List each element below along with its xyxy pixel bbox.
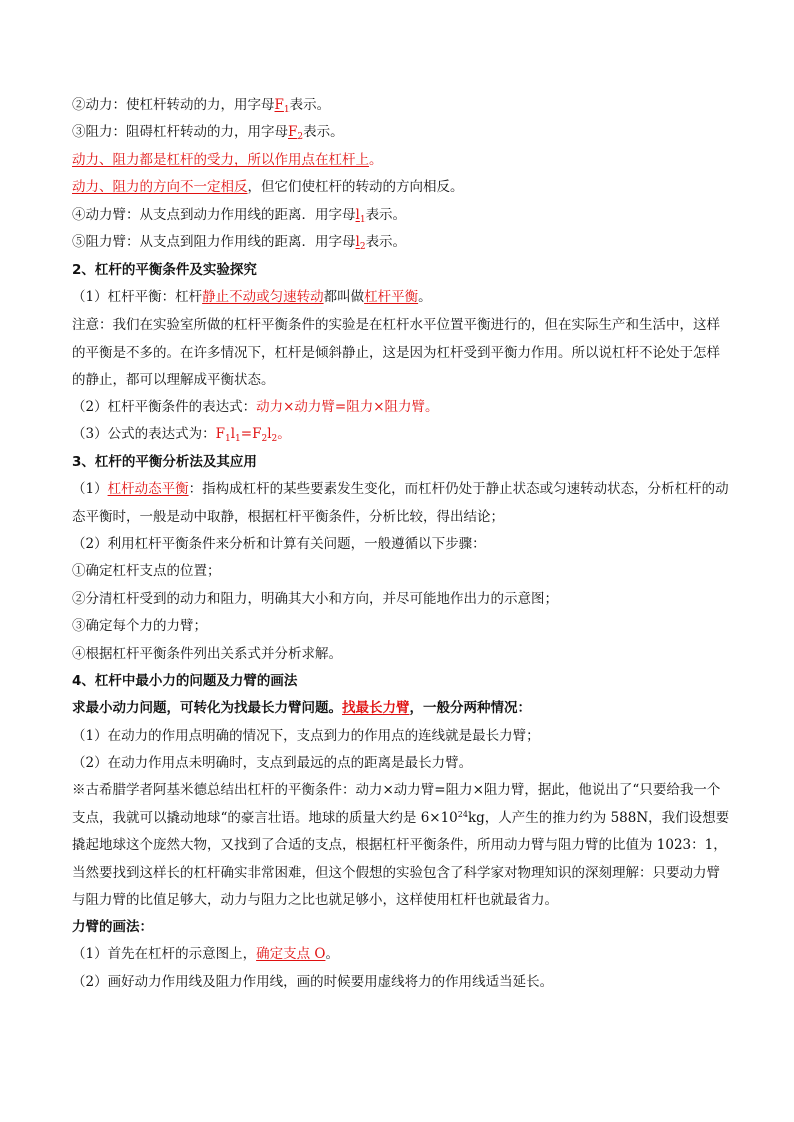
- symbol-letter: l: [230, 426, 236, 442]
- text: kg，人产生的推力约为 588N，我们设想要撬起地球这个庞然大物，又找到了合适的支点，根据杠杆平衡条件，所用动力臂与阻力臂的比值为 1023：1，当然要找到这样长的杠杆确实非常困难，但这个假想的实验包含了科学家对物理知识的深刻理解：只要动力臂与阻力臂的比值足够大，动力与阻力之比也就足够小，这样使用杠杆也就最省力。: [72, 809, 730, 908]
- highlight-text: 动力、阻力都是杠杆的受力，所以作用点在杠杆上: [72, 152, 369, 168]
- text: （3）公式的表达式为：: [72, 426, 216, 442]
- subscript: 2: [359, 242, 366, 251]
- text-line-case-2: （2）在动力作用点未明确时，支点到最远的点的距离是最长力臂。: [72, 755, 473, 771]
- archimedes-paragraph: [72, 777, 732, 915]
- superscript: 24: [457, 809, 468, 819]
- symbol-letter: F: [274, 97, 284, 113]
- text: （1）杠杆平衡：杠杆: [72, 289, 203, 305]
- text-line-steps-intro: （2）利用杠杆平衡条件来分析和计算有关问题，一般遵循以下步骤：: [72, 536, 486, 552]
- symbol-letter: F: [288, 124, 298, 140]
- highlight-text: 动力、阻力的方向不一定相反: [72, 179, 248, 195]
- text-line-step-1: ①确定杠杆支点的位置；: [72, 563, 221, 579]
- text-line-step-4: ④根据杠杆平衡条件列出关系式并分析求解。: [72, 646, 342, 662]
- text: （1）: [72, 481, 108, 497]
- text: 。: [277, 426, 291, 442]
- text-line-formula: [72, 425, 732, 443]
- text: ③阻力：阻碍杠杆转动的力，用字母: [72, 124, 288, 140]
- highlight-text: 杠杆动态平衡: [107, 481, 189, 497]
- text: ，但它们使杠杆的转动的方向相反。: [247, 179, 464, 195]
- note-paragraph: 注意：我们在实验室所做的杠杆平衡条件的实验是在杠杆水平位置平衡进行的，但在实际生产和生活中，这样的平衡是不多的。在许多情况下，杠杆是倾斜静止，这是因为杠杆受到平衡力作用。所以说杠杆不论处于怎样的静止，都可以理解成平衡状态。: [72, 317, 720, 388]
- symbol-letter: F: [215, 426, 225, 442]
- text: ※古希腊学者阿基米德总结出杠杆的平衡条件：动力×动力臂=阻力×阻力臂，据此，他说出了“只要给我一个支点，我就可以撬动地球“的豪言壮语。地球的质量大约是 6×10: [72, 782, 721, 826]
- subscript: 1: [359, 215, 366, 224]
- text: ②动力：使杠杆转动的力，用字母: [72, 97, 275, 113]
- symbol-f1: [275, 97, 290, 113]
- text: 。: [418, 289, 432, 305]
- text: （2）杠杆平衡条件的表达式：: [72, 399, 257, 415]
- symbol-letter: l: [355, 234, 360, 250]
- formula: [216, 426, 291, 442]
- section-subheading: [72, 699, 732, 717]
- text-line-resistance-arm: [72, 233, 732, 251]
- highlight-text: 找最长力臂: [342, 700, 410, 716]
- symbol-letter: l: [267, 426, 272, 442]
- section-heading-5: 力臂的画法：: [72, 919, 153, 935]
- subscript: 2: [261, 434, 268, 443]
- text: （1）首先在杠杆的示意图上，: [72, 946, 257, 962]
- dynamic-balance-paragraph: [72, 476, 732, 531]
- symbol-letter: l: [355, 207, 360, 223]
- symbol-l2: [356, 234, 366, 250]
- highlight-text: 确定支点 O: [256, 946, 326, 962]
- text: 。: [425, 399, 439, 415]
- symbol-letter: =F: [240, 426, 262, 442]
- text: 表示。: [289, 97, 331, 113]
- text: 表示。: [303, 124, 344, 140]
- text: ④动力臂：从支点到动力作用线的距离．用字母: [72, 207, 356, 223]
- text: ：指构成杠杆的某些要素发生变化，而杠杆仍处于静止状态或匀速转动状态，分析杠杆的动态平衡时，一般是动中取静，根据杠杆平衡条件，分析比较，得出结论；: [72, 481, 729, 525]
- text: ，一般分两种情况：: [409, 700, 531, 716]
- text: ⑤阻力臂：从支点到阻力作用线的距离．用字母: [72, 234, 356, 250]
- text-line-force-arm: [72, 206, 732, 224]
- text: 表示。: [365, 234, 407, 250]
- subscript: 1: [283, 105, 290, 114]
- text: 都叫做: [323, 289, 365, 305]
- text-line-resistance: [72, 123, 732, 141]
- subscript: 1: [235, 434, 241, 443]
- symbol-l1: [356, 207, 366, 223]
- text-line-step-3: ③确定每个力的力臂；: [72, 618, 207, 634]
- text-line-force: [72, 96, 732, 114]
- subscript: 1: [224, 434, 231, 443]
- text: 。: [369, 152, 383, 168]
- text-line-draw-1: [72, 945, 732, 963]
- text-line-case-1: （1）在动力的作用点明确的情况下，支点到力的作用点的连线就是最长力臂；: [72, 728, 540, 744]
- section-heading-2: 2、杠杆的平衡条件及实验探究: [72, 262, 257, 278]
- subscript: 2: [271, 434, 278, 443]
- text-line-highlight-2: [72, 178, 732, 196]
- subscript: 2: [297, 132, 304, 141]
- text: 表示。: [365, 207, 407, 223]
- text: 。: [325, 946, 339, 962]
- highlight-text: 杠杆平衡: [364, 289, 419, 305]
- highlight-text: 静止不动或匀速转动: [202, 289, 324, 305]
- text: 求最小动力问题，可转化为找最长力臂问题。: [72, 700, 342, 716]
- text-line-balance: [72, 288, 732, 306]
- text-line-condition: [72, 398, 732, 416]
- text-line-highlight-1: [72, 151, 732, 169]
- symbol-f2: [288, 124, 303, 140]
- section-heading-4: 4、杠杆中最小力的问题及力臂的画法: [72, 673, 298, 689]
- text-line-step-2: ②分清杠杆受到的动力和阻力，明确其大小和方向，并尽可能地作出力的示意图；: [72, 591, 558, 607]
- text-line-draw-2: （2）画好动力作用线及阻力作用线，画的时候要用虚线将力的作用线适当延长。: [72, 974, 554, 990]
- highlight-text: 动力×动力臂=阻力×阻力臂: [256, 399, 426, 415]
- section-heading-3: 3、杠杆的平衡分析法及其应用: [72, 454, 257, 470]
